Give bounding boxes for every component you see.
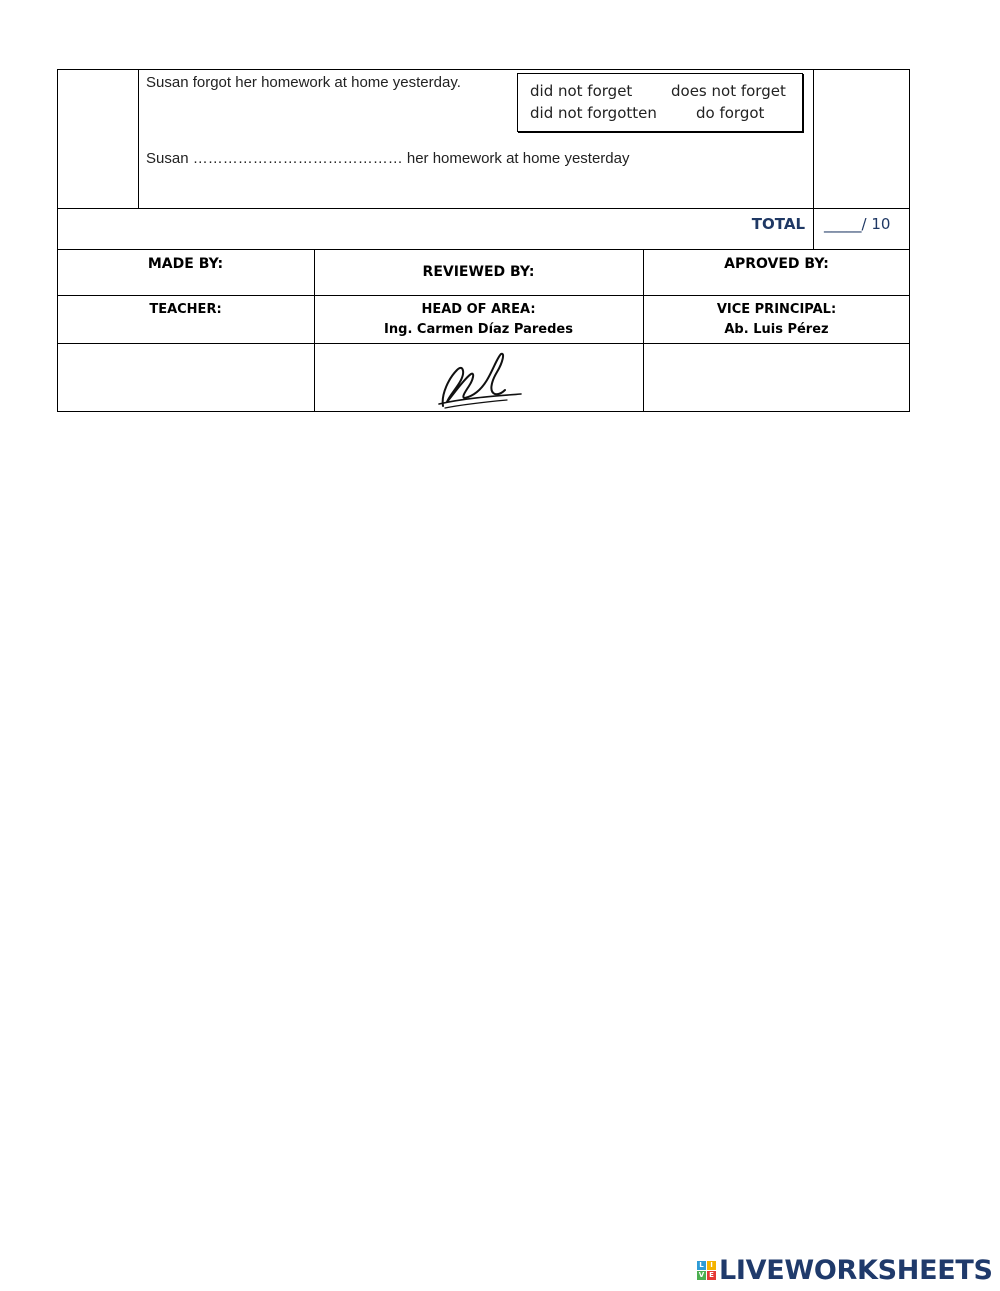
question-prompt: Susan forgot her homework at home yesterday. <box>146 74 461 91</box>
approved-by-header: APROVED BY: <box>724 256 829 272</box>
option-4[interactable]: do forgot <box>696 104 765 122</box>
vice-principal-name: Ab. Luis Pérez <box>724 322 829 337</box>
answer-line: Susan …………………………………… her homework at home yesterday <box>146 150 630 167</box>
head-of-area-name: Ing. Carmen Díaz Paredes <box>384 322 573 337</box>
teacher-label: TEACHER: <box>149 302 222 317</box>
options-box <box>517 73 803 132</box>
logo-text: LIVEWORKSHEETS <box>719 1255 993 1286</box>
option-1[interactable]: did not forget <box>530 82 633 100</box>
option-3[interactable]: did not forgotten <box>530 104 657 122</box>
liveworksheets-logo <box>697 1255 993 1286</box>
logo-block-l: L <box>697 1261 706 1270</box>
logo-block-e: E <box>707 1271 716 1280</box>
total-score[interactable]: _____/ 10 <box>824 215 891 233</box>
logo-block-i: I <box>707 1261 716 1270</box>
head-of-area-label: HEAD OF AREA: <box>421 302 536 317</box>
total-label: TOTAL <box>751 215 805 233</box>
signature-image <box>435 348 525 410</box>
option-2[interactable]: does not forget <box>671 82 786 100</box>
vice-principal-label: VICE PRINCIPAL: <box>716 302 837 317</box>
logo-blocks-icon <box>697 1261 716 1280</box>
made-by-header: MADE BY: <box>147 256 224 272</box>
reviewed-by-header: REVIEWED BY: <box>422 264 535 280</box>
logo-block-v: V <box>698 1271 705 1279</box>
